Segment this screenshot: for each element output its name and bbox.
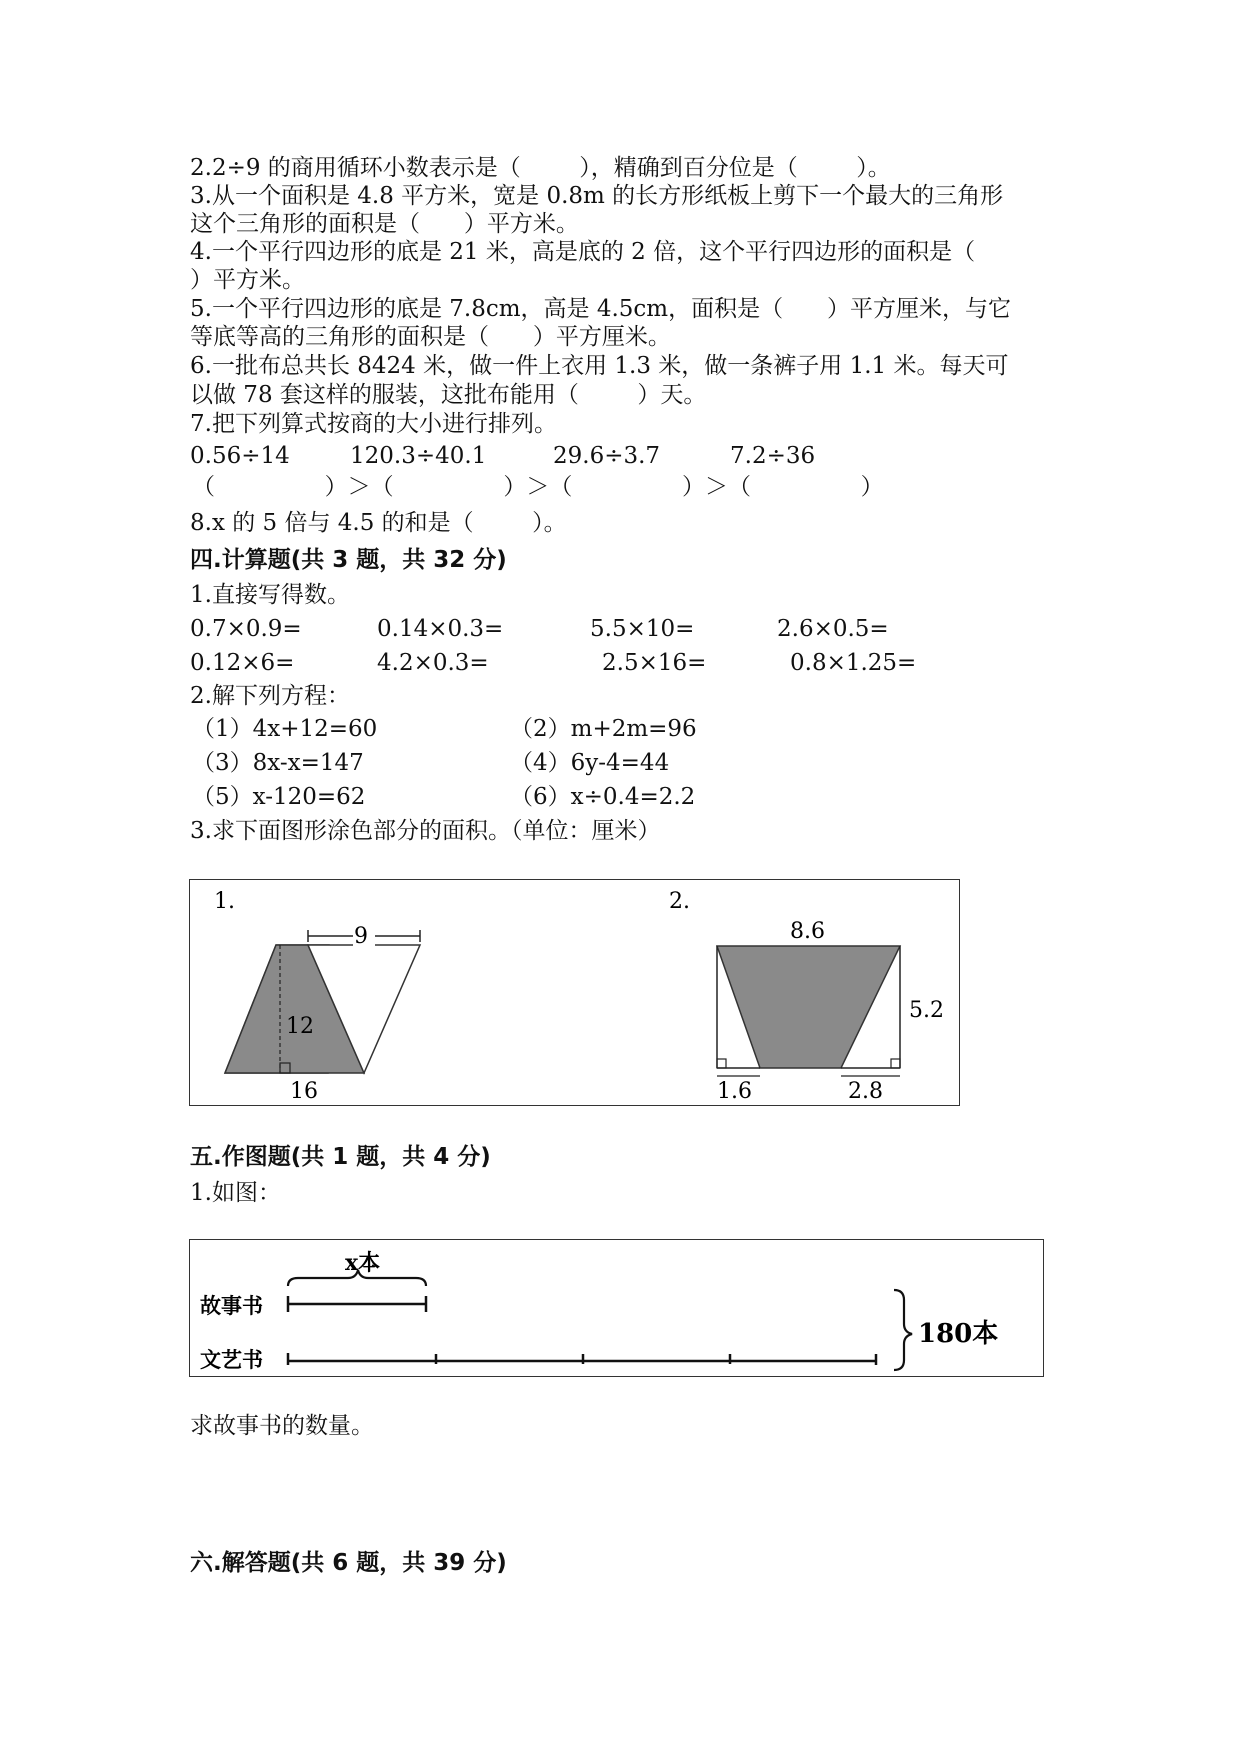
calc-item: 0.7×0.9= [190,616,302,642]
question-5-line-2: 等底等高的三角形的面积是（ ）平方厘米。 [190,324,671,350]
question-7-line: 7.把下列算式按商的大小进行排列。 [190,411,557,437]
calc-item: 0.14×0.3= [377,616,504,642]
equation: （6）x÷0.4=2.2 [510,784,696,810]
section-5-question: 求故事书的数量。 [190,1413,374,1439]
right-angle-mark [891,1059,900,1068]
equation: （3）8x-x=147 [192,750,364,776]
question-4-line-1: 4.一个平行四边形的底是 21 米，高是底的 2 倍，这个平行四边形的面积是（ [190,239,976,265]
section-4-title: 四.计算题(共 3 题，共 32 分) [190,547,507,573]
section-6-title: 六.解答题(共 6 题，共 39 分) [190,1550,507,1576]
equation: （1）4x+12=60 [192,716,378,742]
figure-2-left-label: 1.6 [717,1079,752,1104]
geometry-figure [189,879,960,1106]
figure-1-base-label: 16 [290,1079,318,1104]
figure-2-shaded-trapezoid [717,946,900,1068]
calc-item: 2.6×0.5= [777,616,889,642]
x-books-label: x本 [345,1250,381,1276]
calc-item: 0.8×1.25= [790,650,917,676]
section-4-q1: 1.直接写得数。 [190,582,350,608]
question-3-line-1: 3.从一个面积是 4.8 平方米，宽是 0.8m 的长方形纸板上剪下一个最大的三角形 [190,183,1004,209]
calc-item: 4.2×0.3= [377,650,489,676]
figure-2-label: 2. [669,889,690,914]
story-books-label: 故事书 [200,1293,263,1318]
q7-order-blanks: （ ）＞（ ）＞（ ）＞（ ） [192,474,884,500]
question-4-line-2: ）平方米。 [190,267,305,293]
question-2-line: 2.2÷9 的商用循环小数表示是（ ），精确到百分位是（ ）。 [190,155,891,181]
figure-1-top-label: 9 [354,924,368,949]
question-5-line-1: 5.一个平行四边形的底是 7.8cm，高是 4.5cm，面积是（ ）平方厘米，与它 [190,296,1011,322]
x-brace [288,1270,426,1286]
total-brace [894,1290,912,1370]
calc-item: 2.5×16= [602,650,707,676]
question-3-line-2: 这个三角形的面积是（ ）平方米。 [190,211,579,237]
equation: （5）x-120=62 [192,784,366,810]
section-5-title: 五.作图题(共 1 题，共 4 分) [190,1144,491,1170]
right-angle-mark [717,1059,726,1068]
figure-1-label: 1. [214,889,235,914]
geometry-svg [190,880,959,1105]
section-5-q1: 1.如图： [190,1180,281,1206]
figure-1-height-label: 12 [286,1014,314,1039]
art-books-label: 文艺书 [200,1347,263,1372]
figure-2-height-label: 5.2 [909,998,944,1023]
figure-2-top-label: 8.6 [790,919,825,944]
section-4-q3: 3.求下面图形涂色部分的面积。（单位：厘米） [190,818,661,844]
question-6-line-1: 6.一批布总共长 8424 米，做一件上衣用 1.3 米，做一条裤子用 1.1 米。每天可 [190,353,1009,379]
segment-diagram-svg [190,1240,1043,1376]
q7-expression: 0.56÷14 [190,443,290,469]
figure-2-right-label: 2.8 [848,1079,883,1104]
q7-expression: 7.2÷36 [730,443,816,469]
question-6-line-2: 以做 78 套这样的服装，这批布能用（ ）天。 [190,382,707,408]
equation: （4）6y-4=44 [510,750,670,776]
q7-expression: 29.6÷3.7 [553,443,661,469]
total-books-label: 180本 [918,1319,999,1349]
calc-item: 0.12×6= [190,650,295,676]
equation: （2）m+2m=96 [510,716,697,742]
q7-expression: 120.3÷40.1 [350,443,487,469]
question-8-line: 8.x 的 5 倍与 4.5 的和是（ ）。 [190,510,567,536]
segment-diagram [189,1239,1044,1377]
section-4-q2: 2.解下列方程： [190,683,350,709]
calc-item: 5.5×10= [590,616,695,642]
